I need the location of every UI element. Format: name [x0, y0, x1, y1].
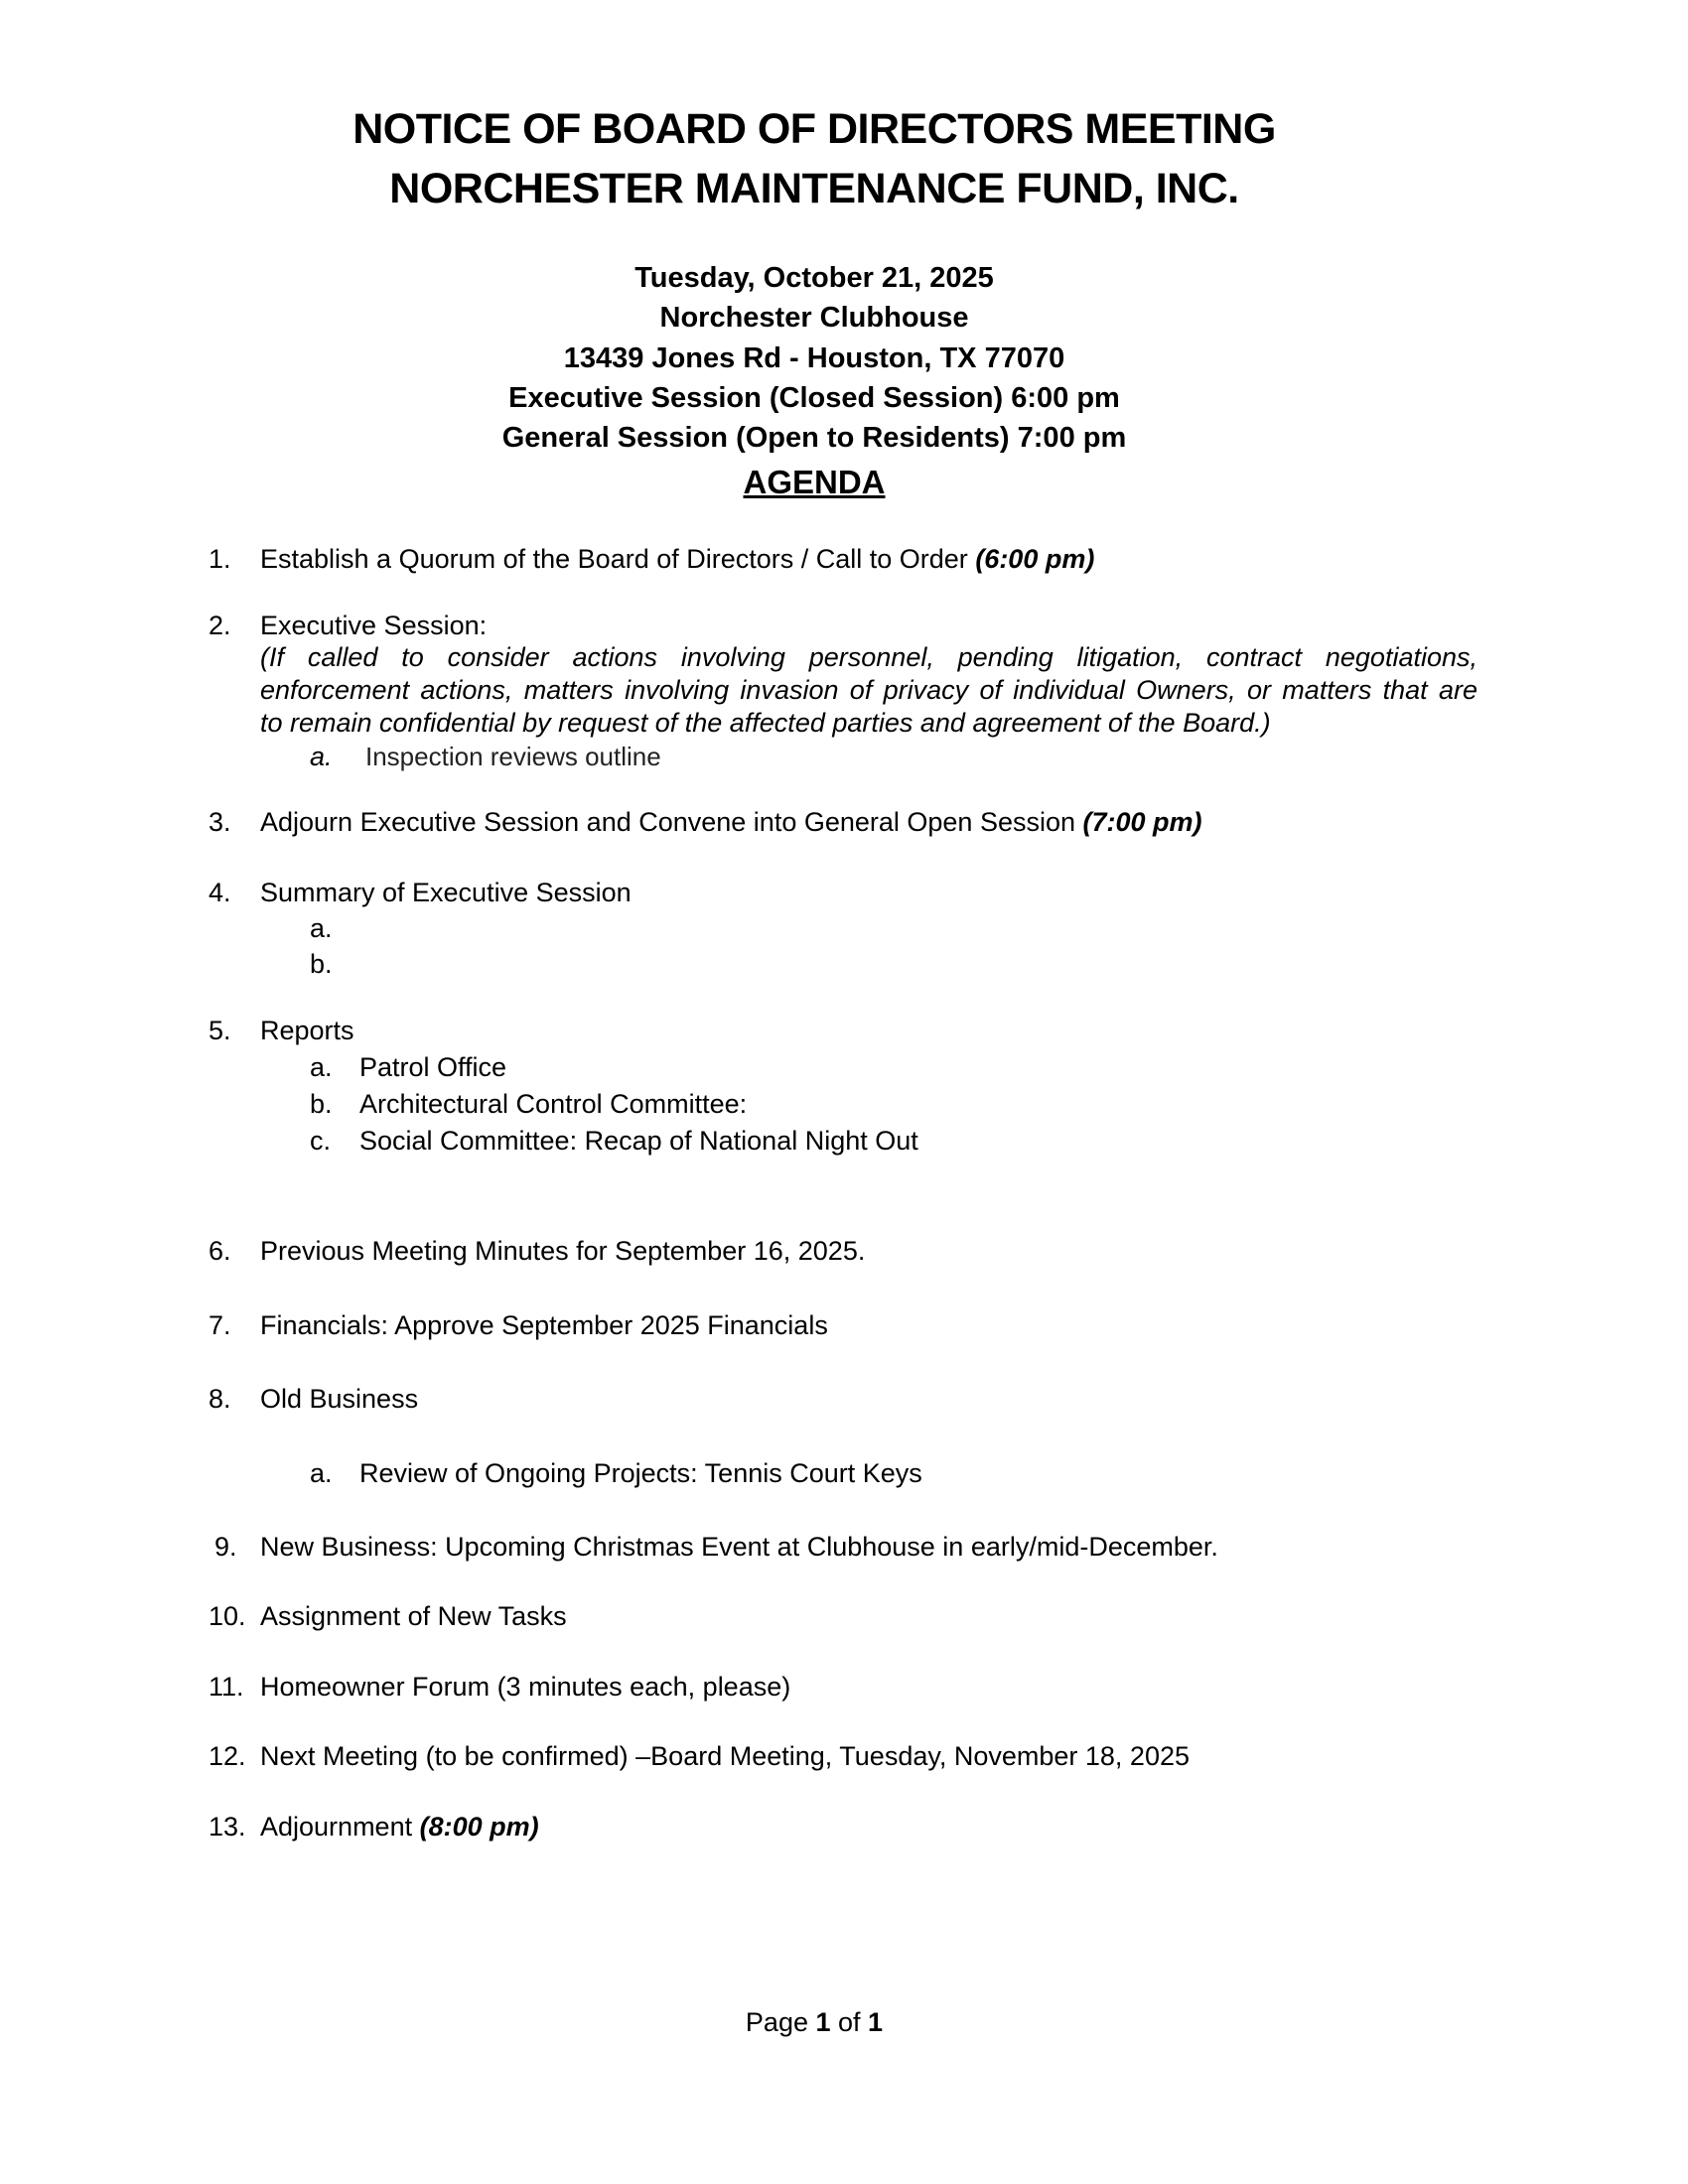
general-session-time: General Session (Open to Residents) 7:00 pm	[501, 422, 1127, 454]
agenda-item-9-number: 9.	[214, 1532, 237, 1562]
page-total: 1	[868, 2007, 884, 2037]
agenda-item-13	[260, 1810, 539, 1843]
agenda-item-12-text: Next Meeting (to be confirmed) –Board Meeting, Tuesday, November 18, 2025	[260, 1741, 1190, 1771]
page-number	[0, 2005, 1628, 2039]
agenda-item-8a-text: Review of Ongoing Projects: Tennis Court Keys	[359, 1458, 922, 1488]
agenda-item-5-text: Reports	[260, 1016, 354, 1045]
agenda-item-2-text: Executive Session:	[260, 611, 488, 640]
agenda-item-6-number: 6.	[209, 1236, 231, 1266]
agenda-item-4-text: Summary of Executive Session	[260, 878, 632, 907]
agenda-item-4b-letter: b.	[310, 949, 333, 979]
executive-session-note-line-1: (If called to consider actions involving personnel, pending litigation, contract negotiations,	[260, 642, 1477, 672]
executive-session-note-line-2: enforcement actions, matters involving invasion of privacy of individual Owners, or matters that are	[260, 675, 1477, 705]
meeting-address: 13439 Jones Rd - Houston, TX 77070	[563, 342, 1065, 374]
executive-session-note	[260, 641, 1477, 740]
notice-title: NOTICE OF BOARD OF DIRECTORS MEETING	[352, 105, 1276, 153]
agenda-item-1-number: 1.	[209, 544, 231, 574]
agenda-item-5a-letter: a.	[310, 1052, 333, 1082]
agenda-item-1-text: Establish a Quorum of the Board of Directors / Call to Order	[260, 544, 976, 574]
agenda-item-5b-letter: b.	[310, 1089, 333, 1119]
agenda-item-13-time: (8:00 pm)	[419, 1812, 539, 1842]
agenda-item-3-time: (7:00 pm)	[1082, 807, 1202, 837]
agenda-item-1-time: (6:00 pm)	[975, 544, 1095, 574]
agenda-item-3-text: Adjourn Executive Session and Convene into General Open Session	[260, 807, 1083, 837]
agenda-item-8-text: Old Business	[260, 1384, 419, 1414]
agenda-item-10-text: Assignment of New Tasks	[260, 1601, 567, 1631]
agenda-item-6-text: Previous Meeting Minutes for September 16, 2025.	[260, 1236, 866, 1266]
agenda-item-13-text: Adjournment	[260, 1812, 420, 1842]
agenda-item-5-number: 5.	[209, 1016, 231, 1045]
agenda-item-12-number: 12.	[209, 1741, 246, 1771]
agenda-item-2-number: 2.	[209, 611, 231, 640]
agenda-item-5b-text: Architectural Control Committee:	[359, 1089, 748, 1119]
page-current: 1	[815, 2007, 831, 2037]
executive-session-time: Executive Session (Closed Session) 6:00 pm	[508, 382, 1120, 414]
page-of: of	[830, 2007, 869, 2037]
agenda-item-5a-text: Patrol Office	[359, 1052, 507, 1082]
agenda-item-2a-letter: a.	[310, 742, 333, 771]
agenda-item-8a-letter: a.	[310, 1458, 333, 1488]
meeting-date: Tuesday, October 21, 2025	[634, 262, 994, 294]
page-prefix: Page	[745, 2007, 816, 2037]
organization-name: NORCHESTER MAINTENANCE FUND, INC.	[389, 165, 1239, 212]
agenda-item-1	[260, 542, 1094, 576]
agenda-item-3	[260, 805, 1202, 839]
agenda-item-4-number: 4.	[209, 878, 231, 907]
executive-session-note-line-3: to remain confidential by request of the affected parties and agreement of the Board.)	[260, 708, 1271, 738]
agenda-item-7-text: Financials: Approve September 2025 Financials	[260, 1310, 828, 1340]
agenda-item-11-text: Homeowner Forum (3 minutes each, please)	[260, 1672, 791, 1702]
agenda-item-9-text: New Business: Upcoming Christmas Event at Clubhouse in early/mid-December.	[260, 1532, 1218, 1562]
agenda-item-10-number: 10.	[209, 1601, 246, 1631]
agenda-item-2a-text: Inspection reviews outline	[365, 742, 661, 771]
agenda-item-7-number: 7.	[209, 1310, 231, 1340]
agenda-item-13-number: 13.	[209, 1812, 246, 1842]
agenda-item-5c-letter: c.	[310, 1126, 332, 1156]
meeting-location: Norchester Clubhouse	[659, 302, 969, 334]
agenda-item-4a-letter: a.	[310, 913, 333, 943]
agenda-item-8-number: 8.	[209, 1384, 231, 1414]
agenda-heading: AGENDA	[743, 464, 886, 500]
agenda-item-5c-text: Social Committee: Recap of National Night Out	[359, 1126, 918, 1156]
agenda-item-11-number: 11.	[209, 1672, 244, 1702]
agenda-item-3-number: 3.	[209, 807, 231, 837]
